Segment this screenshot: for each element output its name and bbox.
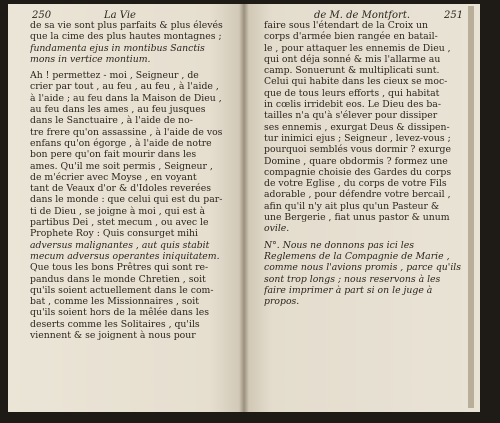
book-gutter: [239, 4, 249, 412]
text-line: de m'écrier avec Moyse , en voyant: [30, 171, 197, 183]
running-head: de M. de Montfort.: [314, 10, 411, 21]
text-line: adorable , pour défendre votre bercail ,: [264, 189, 451, 201]
text-line: bon pere qu'on fait mourir dans les: [30, 149, 197, 161]
text-line: pandus dans le monde Chretien , soit: [30, 273, 206, 285]
text-line: afin qu'il n'y ait plus qu'un Pasteur &: [264, 200, 440, 212]
text-line: dans le Sanctuaire , à l'aide de no-: [30, 115, 193, 127]
text-line: comme nous l'avions promis , parce qu'ils: [264, 262, 462, 274]
running-head: La Vie: [104, 10, 136, 21]
text-line: Ah ! permettez - moi , Seigneur , de: [30, 70, 199, 82]
text-line: qu'ils soient hors de la mêlée dans les: [30, 307, 210, 319]
text-line: ovile.: [264, 223, 290, 235]
text-line: le , pour attaquer les ennemis de Dieu ,: [264, 42, 451, 54]
text-line: fundamenta ejus in montibus Sanctis: [30, 42, 205, 54]
text-line: tre frere qu'on assassine , à l'aide de vos: [30, 126, 223, 138]
text-line: compagnie choisie des Gardes du corps: [264, 166, 452, 178]
right-page: [244, 4, 480, 412]
text-line: une Bergerie , fiat unus pastor & unum: [264, 212, 450, 224]
text-line: au feu dans les ames , au feu jusques: [30, 104, 206, 116]
text-line: partibus Dei , stet mecum , ou avec le: [30, 217, 209, 229]
text-line: tant de Veaux d'or & d'Idoles reverées: [30, 183, 212, 195]
text-line: Domine , quare obdormis ? formez une: [264, 155, 448, 167]
text-line: tailles n'a qu'à s'élever pour dissiper: [264, 110, 438, 122]
text-line: deserts comme les Solitaires , qu'ils: [30, 318, 200, 330]
text-line: Celui qui habite dans les cieux se moc-: [264, 76, 448, 88]
text-line: enfans qu'on égorge , à l'aide de notre: [30, 137, 212, 149]
text-line: ames. Qu'il me soit permis , Seigneur ,: [30, 160, 213, 172]
text-line: mecum adversus operantes iniquitatem.: [30, 250, 220, 262]
text-line: de votre Eglise , du corps de votre Fils: [264, 178, 447, 190]
text-line: corps d'armée bien rangée en batail-: [264, 31, 438, 43]
text-line: camp. Sonuerunt & multiplicati sunt.: [264, 65, 440, 77]
text-line: Reglemens de la Compagnie de Marie ,: [264, 250, 450, 262]
text-line: dans le monde : que celui qui est du par-: [30, 194, 223, 206]
page-number: 251: [444, 10, 464, 21]
text-line: tur inimici ejus ; Seigneur , levez-vous ;: [264, 132, 451, 144]
text-line: Prophete Roy : Quis consurget mihi: [30, 228, 199, 240]
text-line: qui ont déja sonné & mis l'allarme au: [264, 53, 441, 65]
text-line: que de tous leurs efforts , qui habitat: [264, 87, 440, 99]
text-line: adversus malignantes , aut quis stabit: [30, 239, 210, 251]
text-line: crier par tout , au feu , au feu , à l'aide ,: [30, 81, 219, 93]
text-line: Que tous les bons Prêtres qui sont re-: [30, 262, 209, 274]
text-line: sont trop longs ; nous reservons à les: [264, 273, 441, 285]
text-line: faire sous l'étendart de la Croix un: [264, 20, 429, 31]
page-text: [30, 20, 224, 341]
text-line: ses ennemis , exurgat Deus & dissipen-: [264, 121, 450, 133]
text-line: de sa vie sont plus parfaits & plus élevés: [30, 20, 223, 31]
page-text: [264, 20, 462, 307]
text-line: in cœlis irridebit eos. Le Dieu des ba-: [264, 99, 441, 111]
text-line: propos.: [264, 296, 300, 308]
text-line: faire imprimer à part si on le juge à: [264, 284, 433, 296]
text-line: bat , comme les Missionnaires , soit: [30, 296, 199, 308]
text-line: à l'aide ; au feu dans la Maison de Dieu ,: [30, 92, 222, 104]
text-line: pourquoi semblés vous dormir ? exurge: [264, 144, 451, 156]
page-edge: [468, 6, 474, 408]
text-line: qu'ils soient actuellement dans le com-: [30, 284, 214, 296]
text-line: mons in vertice montium.: [30, 53, 151, 65]
text-line: N°. Nous ne donnons pas ici les: [264, 239, 414, 251]
text-line: que la cime des plus hautes montagnes ;: [30, 31, 222, 43]
left-page: [8, 4, 244, 412]
text-line: viennent & se joignent à nous pour: [30, 330, 196, 342]
text-line: ti de Dieu , se joigne à moi , qui est à: [30, 205, 206, 217]
open-book: [8, 4, 488, 412]
page-number: 250: [32, 10, 52, 21]
